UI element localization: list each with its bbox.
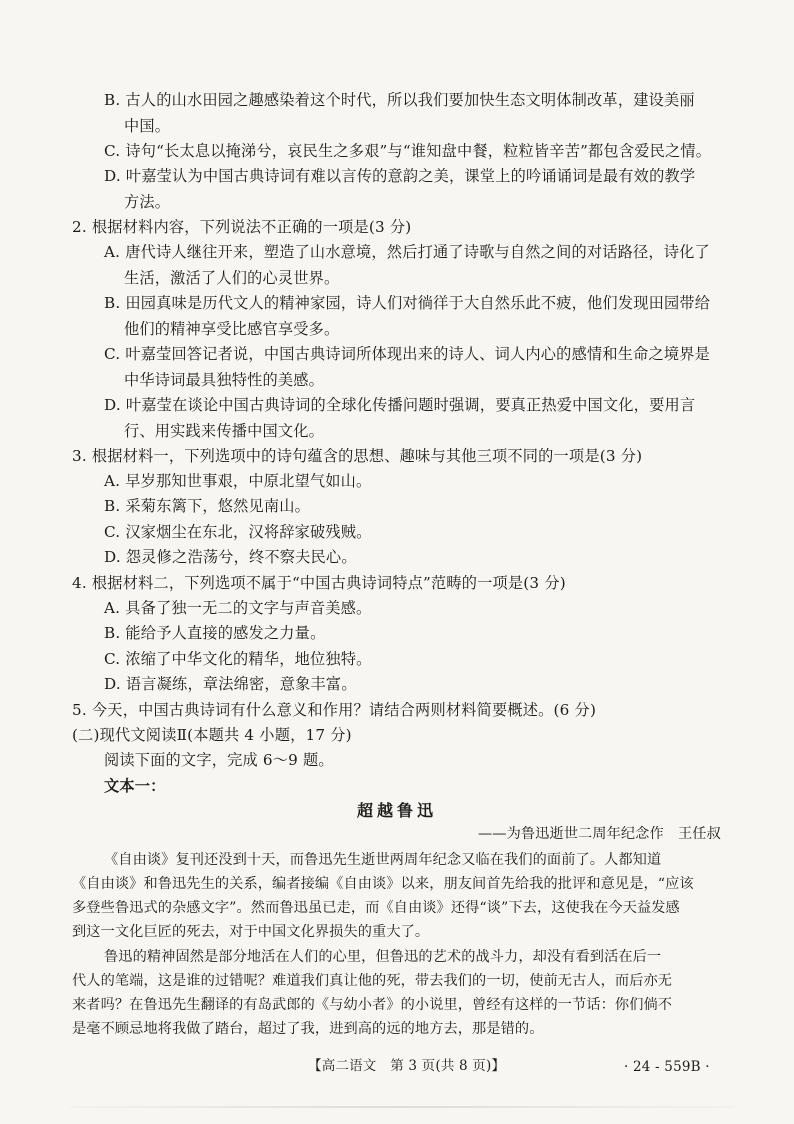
q2-option-d-line1: D. 叶嘉莹在谈论中国古典诗词的全球化传播问题时强调，要真正热爱中国文化，要用言	[104, 396, 696, 414]
q4-option-d: D. 语言凝练，章法绵密，意象丰富。	[104, 675, 357, 693]
q4-option-b: B. 能给予人直接的感发之力量。	[104, 624, 326, 642]
q2-stem: 2. 根据材料内容，下列说法不正确的一项是(3 分)	[72, 218, 412, 236]
para1-line1: 《自由谈》复刊还没到十天，而鲁迅先生逝世两周年纪念又临在我们的面前了。人都知道	[104, 852, 662, 868]
exam-code: · 24 - 559B ·	[624, 1059, 710, 1075]
page-footer: 【高二语文 第 3 页(共 8 页)】	[308, 1058, 506, 1074]
q1-option-c: C. 诗句“长太息以掩涕兮，哀民生之多艰”与“谁知盘中餐，粒粒皆辛苦”都包含爱民之情。	[104, 142, 712, 160]
section-heading: (二)现代文阅读Ⅱ(本题共 4 小题，17 分)	[72, 726, 352, 744]
q3-stem: 3. 根据材料一，下列选项中的诗句蕴含的思想、趣味与其他三项不同的一项是(3 分)	[72, 447, 643, 465]
para2-line1: 鲁迅的精神固然是部分地活在人们的心里，但鲁迅的艺术的战斗力，却没有看到活在后一	[104, 949, 662, 965]
q2-option-c-line2: 中华诗词最具独特性的美感。	[124, 371, 325, 389]
q1-option-d-line1: D. 叶嘉莹认为中国古典诗词有难以言传的意韵之美，课堂上的吟诵诵词是最有效的教学	[104, 167, 696, 185]
q4-option-a: A. 具备了独一无二的文字与声音美感。	[104, 599, 372, 617]
q2-option-c-line1: C. 叶嘉莹回答记者说，中国古典诗词所体现出来的诗人、词人内心的感情和生命之境界是	[104, 345, 711, 363]
q3-option-c: C. 汉家烟尘在东北，汉将辞家破残贼。	[104, 523, 372, 541]
para2-line3: 来者吗？在鲁迅先生翻译的有岛武郎的《与幼小者》的小说里，曾经有这样的一节话：你们倘不	[72, 997, 673, 1013]
article-author: 王任叔	[678, 826, 721, 842]
q1-option-b-line2: 中国。	[124, 117, 171, 135]
q2-option-b-line1: B. 田园真味是历代文人的精神家园，诗人们对徜徉于大自然乐此不疲，他们发现田园带给	[104, 294, 711, 312]
q3-option-d: D. 怨灵修之浩荡兮，终不察夫民心。	[104, 548, 357, 566]
q4-option-c: C. 浓缩了中华文化的精华，地位独特。	[104, 650, 372, 668]
section-instruction: 阅读下面的文字，完成 6～9 题。	[104, 751, 334, 769]
page-fold-shadow	[70, 1106, 734, 1108]
article-subtitle: ——为鲁迅逝世二周年纪念作	[478, 826, 664, 842]
para2-line2: 代人的笔端，这是谁的过错呢？难道我们真让他的死，带去我们的一切，使前无古人，而后亦无	[72, 973, 673, 989]
text-label: 文本一：	[104, 777, 166, 795]
q5-stem: 5. 今天，中国古典诗词有什么意义和作用？请结合两则材料简要概述。(6 分)	[72, 701, 597, 719]
q1-option-b-line1: B. 古人的山水田园之趣感染着这个时代，所以我们要加快生态文明体制改革，建设美丽	[104, 91, 695, 109]
q3-option-a: A. 早岁那知世事艰，中原北望气如山。	[104, 472, 372, 490]
para2-line4: 是毫不顾忌地将我做了踏台，超过了我，进到高的远的地方去，那是错的。	[72, 1021, 544, 1037]
article-title: 超越鲁迅	[356, 801, 437, 820]
q2-option-d-line2: 行、用实践来传播中国文化。	[124, 422, 325, 440]
q3-option-b: B. 采菊东篱下，悠然见南山。	[104, 497, 311, 515]
q1-option-d-line2: 方法。	[124, 193, 171, 211]
para1-line2: 《自由谈》和鲁迅先生的关系，编者接编《自由谈》以来，朋友间首先给我的批评和意见是，“应该	[72, 876, 694, 892]
q2-option-b-line2: 他们的精神享受比感官享受多。	[124, 320, 340, 338]
para1-line4: 到这一文化巨匠的死去，对于中国文化界损失的重大了。	[72, 924, 430, 940]
q4-stem: 4. 根据材料二，下列选项不属于“中国古典诗词特点”范畴的一项是(3 分)	[72, 574, 566, 592]
para1-line3: 多登些鲁迅式的杂感文字”。然而鲁迅虽已走，而《自由谈》还得“谈”下去，这使我在今天益发感	[72, 900, 680, 916]
q2-option-a-line1: A. 唐代诗人继往开来，塑造了山水意境，然后打通了诗歌与自然之间的对话路径，诗化了	[104, 243, 710, 261]
q2-option-a-line2: 生活，激活了人们的心灵世界。	[124, 269, 340, 287]
